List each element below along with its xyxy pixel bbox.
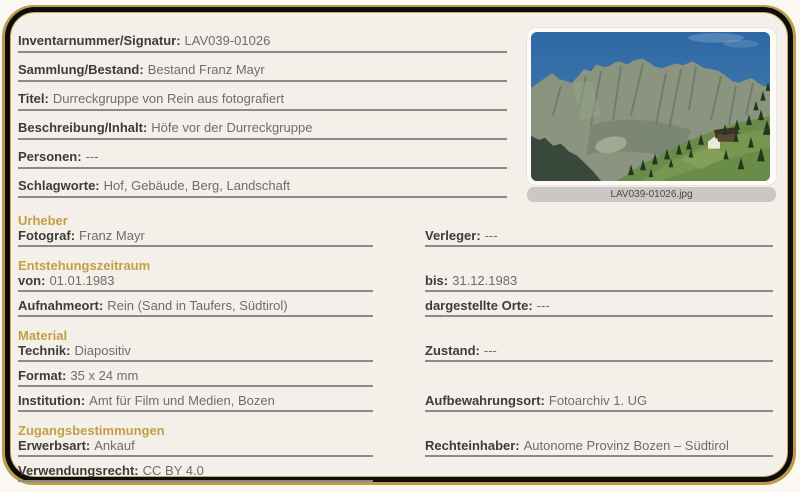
- field-label: Schlagworte:: [18, 178, 100, 193]
- field-schlagworte: [18, 169, 507, 198]
- field-label: Technik:: [18, 343, 71, 358]
- field-label: Verwendungsrecht:: [18, 463, 139, 478]
- field-value: Diapositiv: [74, 343, 131, 358]
- field-row: [18, 298, 776, 317]
- field-value: Amt für Film und Medien, Bozen: [89, 393, 275, 408]
- field-label: Verleger:: [425, 228, 481, 243]
- field-value: Fotoarchiv 1. UG: [548, 393, 648, 408]
- field-label: Beschreibung/Inhalt:: [18, 120, 148, 135]
- field-inventarnummer: [18, 24, 507, 53]
- field-label: Zustand:: [425, 343, 480, 358]
- section-row: [18, 214, 776, 228]
- field-row: [18, 343, 776, 362]
- field-verwendungsrecht: [18, 463, 373, 482]
- field-value: ---: [483, 343, 497, 358]
- field-aufnahmeort: [18, 298, 373, 317]
- field-label: Sammlung/Bestand:: [18, 62, 144, 77]
- field-label: Inventarnummer/Signatur:: [18, 33, 181, 48]
- field-row: [18, 463, 776, 482]
- section-header-material: Material: [18, 328, 68, 343]
- field-row: [18, 393, 776, 412]
- mountain-photo-illustration: [531, 32, 770, 181]
- field-value: Höfe vor der Durreckgruppe: [151, 120, 313, 135]
- field-value: Bestand Franz Mayr: [147, 62, 265, 77]
- field-value: LAV039-01026: [184, 33, 271, 48]
- field-sammlung: [18, 53, 507, 82]
- field-aufbewahrungsort: [425, 393, 773, 412]
- field-value: ---: [85, 149, 99, 164]
- field-label: Titel:: [18, 91, 49, 106]
- field-label: Aufbewahrungsort:: [425, 393, 545, 408]
- field-zustand: [425, 343, 773, 362]
- field-institution: [18, 393, 373, 412]
- field-value: 35 x 24 mm: [70, 368, 139, 383]
- field-bis: [425, 273, 773, 292]
- field-row: [18, 273, 776, 292]
- field-value: Rein (Sand in Taufers, Südtirol): [107, 298, 288, 313]
- field-label: Erwerbsart:: [18, 438, 91, 453]
- section-row: [18, 424, 776, 438]
- photo-panel: [527, 28, 776, 202]
- field-fotograf: [18, 228, 373, 247]
- field-von: [18, 273, 373, 292]
- photo-filename-caption: LAV039-01026.jpg: [527, 187, 776, 202]
- section-row: [18, 329, 776, 343]
- field-row: [18, 228, 776, 247]
- field-verleger: [425, 228, 773, 247]
- field-label: Rechteinhaber:: [425, 438, 520, 453]
- field-value: Durreckgruppe von Rein aus fotografiert: [52, 91, 285, 106]
- field-value: 31.12.1983: [452, 273, 518, 288]
- field-value: Ankauf: [94, 438, 135, 453]
- field-value: CC BY 4.0: [142, 463, 204, 478]
- section-header-entstehungszeitraum: Entstehungszeitraum: [18, 258, 151, 273]
- field-value: Hof, Gebäude, Berg, Landschaft: [103, 178, 291, 193]
- field-value: Autonome Provinz Bozen – Südtirol: [523, 438, 729, 453]
- field-label: dargestellte Orte:: [425, 298, 533, 313]
- field-label: Personen:: [18, 149, 82, 164]
- section-header-zugangsbestimmungen: Zugangsbestimmungen: [18, 423, 165, 438]
- field-dargestellte-orte: [425, 298, 773, 317]
- field-rechteinhaber: [425, 438, 773, 457]
- field-titel: [18, 82, 507, 111]
- field-beschreibung: [18, 111, 507, 140]
- field-erwerbsart: [18, 438, 373, 457]
- field-label: Fotograf:: [18, 228, 76, 243]
- field-technik: [18, 343, 373, 362]
- field-value: ---: [536, 298, 550, 313]
- field-row: [18, 368, 776, 387]
- field-value: 01.01.1983: [49, 273, 115, 288]
- field-value: ---: [484, 228, 498, 243]
- field-label: bis:: [425, 273, 449, 288]
- field-format: [18, 368, 373, 387]
- field-row: [18, 438, 776, 457]
- field-label: Institution:: [18, 393, 86, 408]
- section-header-urheber: Urheber: [18, 213, 68, 228]
- field-value: Franz Mayr: [79, 228, 145, 243]
- photo-thumbnail[interactable]: [527, 28, 776, 185]
- field-label: Aufnahmeort:: [18, 298, 104, 313]
- field-personen: [18, 140, 507, 169]
- field-label: Format:: [18, 368, 67, 383]
- section-row: [18, 259, 776, 273]
- field-label: von:: [18, 273, 46, 288]
